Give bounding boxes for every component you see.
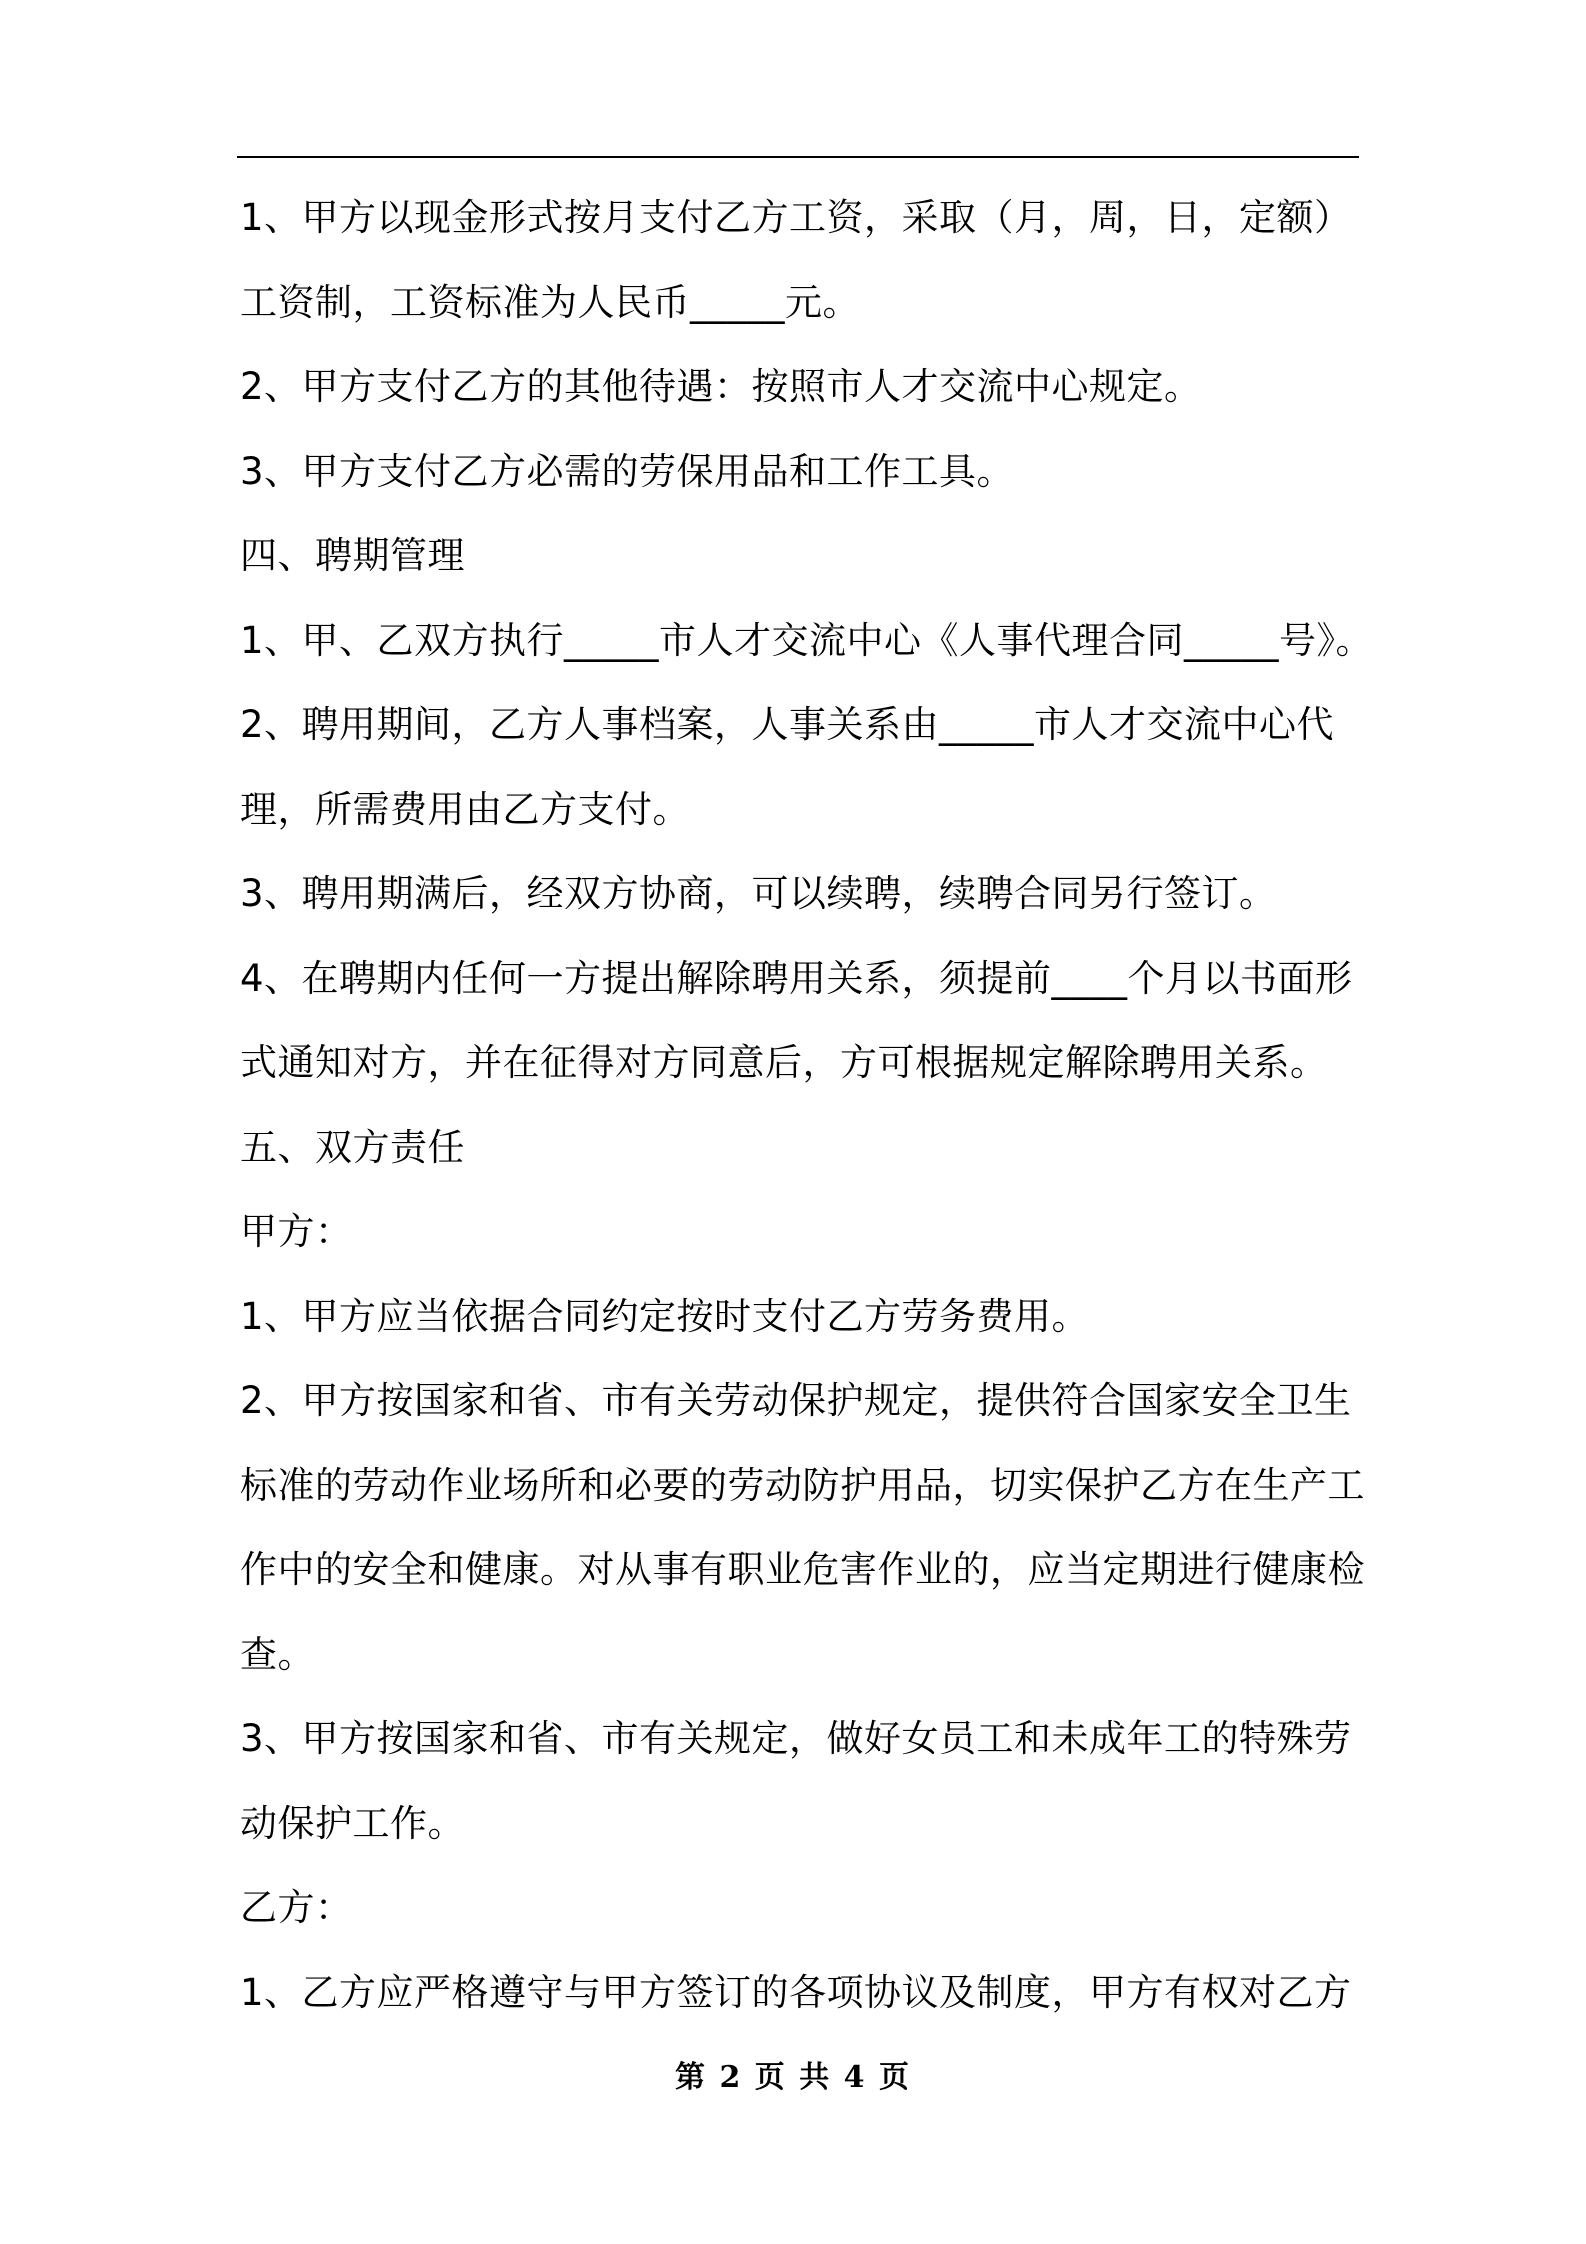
paragraph-line: 2、甲方按国家和省、市有关劳动保护规定，提供符合国家安全卫生: [240, 1379, 1352, 1422]
paragraph-line: 作中的安全和健康。对从事有职业危害作业的，应当定期进行健康检: [240, 1548, 1365, 1591]
page-footer: 第 2 页 共 4 页: [675, 2060, 911, 2095]
paragraph-line: 1、甲、乙双方执行_____市人才交流中心《人事代理合同_____号》。: [240, 618, 1374, 662]
paragraph-line: 理，所需费用由乙方支付。: [240, 787, 690, 831]
paragraph-line: 3、甲方支付乙方必需的劳保用品和工作工具。: [240, 449, 1015, 493]
paragraph-line: 4、在聘期内任何一方提出解除聘用关系，须提前____个月以书面形: [240, 956, 1353, 1000]
paragraph-line: 查。: [240, 1632, 315, 1676]
paragraph-line: 3、聘用期满后，经双方协商，可以续聘，续聘合同另行签订。: [240, 872, 1277, 915]
section-heading: 五、双方责任: [240, 1125, 465, 1169]
paragraph-line: 2、甲方支付乙方的其他待遇：按照市人才交流中心规定。: [240, 365, 1202, 408]
paragraph-line: 1、甲方以现金形式按月支付乙方工资，采取（月，周，日，定额）: [240, 196, 1352, 239]
paragraph-line: 动保护工作。: [240, 1801, 465, 1845]
paragraph-line: 1、乙方应严格遵守与甲方签订的各项协议及制度，甲方有权对乙方: [240, 1970, 1352, 2014]
paragraph-line: 3、甲方按国家和省、市有关规定，做好女员工和未成年工的特殊劳: [240, 1717, 1352, 1760]
paragraph-line: 标准的劳动作业场所和必要的劳动防护用品，切实保护乙方在生产工: [240, 1463, 1365, 1507]
document-body: [240, 176, 1374, 2035]
party-label: 乙方：: [240, 1886, 353, 1929]
paragraph-line: 式通知对方，并在征得对方同意后，方可根据规定解除聘用关系。: [240, 1041, 1328, 1084]
party-label: 甲方：: [240, 1210, 353, 1253]
header-rule: [237, 156, 1359, 158]
paragraph-line: 2、聘用期间，乙方人事档案，人事关系由_____市人才交流中心代: [240, 703, 1335, 746]
paragraph-line: 1、甲方应当依据合同约定按时支付乙方劳务费用。: [240, 1294, 1090, 1338]
paragraph-line: 工资制，工资标准为人民币_____元。: [240, 280, 860, 324]
section-heading: 四、聘期管理: [240, 534, 465, 577]
